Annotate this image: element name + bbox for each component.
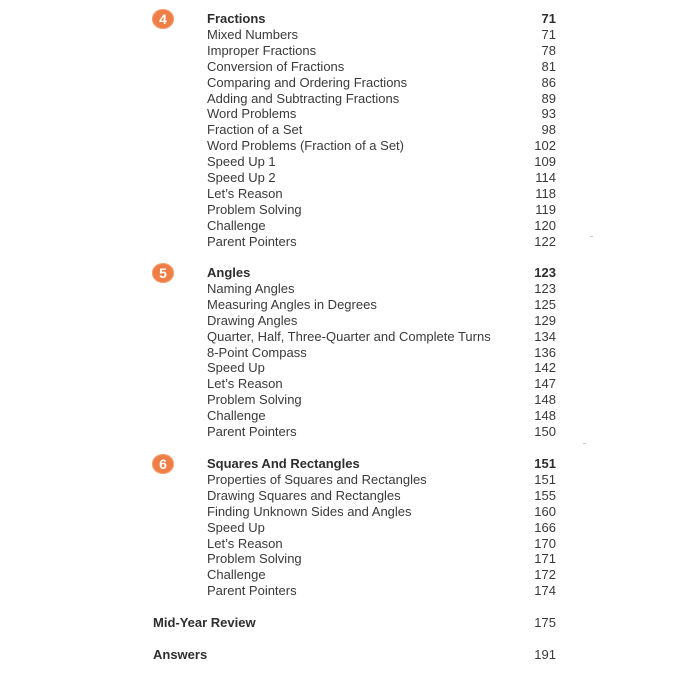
toc-entry[interactable] [207, 360, 556, 376]
toc-entry[interactable] [207, 424, 556, 440]
toc-entry-title: Challenge [207, 217, 266, 233]
toc-entry-page: 123 [534, 280, 556, 296]
toc-entry-title: Adding and Subtracting Fractions [207, 90, 400, 106]
toc-entry-page: 171 [534, 551, 556, 567]
toc-entry[interactable] [207, 138, 556, 154]
toc-entry[interactable] [207, 520, 556, 536]
chapter-heading[interactable] [207, 456, 556, 472]
toc-entry[interactable] [207, 186, 556, 202]
chapter-number-badge: 4 [152, 9, 174, 29]
toc-entry-page: 98 [541, 122, 556, 138]
chapter-page-number: 151 [534, 456, 556, 471]
toc-entry-page: 142 [534, 360, 556, 376]
chapter-heading[interactable] [207, 11, 556, 27]
section-page-number: 191 [534, 647, 556, 662]
toc-entry-page: 148 [534, 408, 556, 424]
toc-entry[interactable] [207, 202, 556, 218]
toc-entry-page: 120 [534, 217, 556, 233]
scan-speck [583, 443, 586, 444]
toc-entry-page: 93 [541, 106, 556, 122]
toc-entry-page: 134 [534, 328, 556, 344]
toc-entry-title: Speed Up [207, 360, 265, 376]
section-title: Answers [153, 647, 208, 662]
toc-entry-title: Problem Solving [207, 551, 302, 567]
toc-entry[interactable] [207, 234, 556, 250]
toc-entry-title: Speed Up [207, 519, 265, 535]
toc-entry-page: 119 [535, 201, 556, 217]
toc-entry-title: Drawing Squares and Rectangles [207, 487, 401, 503]
toc-entry[interactable] [207, 106, 556, 122]
toc-entry-page: 89 [541, 90, 556, 106]
toc-entry-page: 118 [535, 185, 556, 201]
toc-entry-title: Measuring Angles in Degrees [207, 296, 377, 312]
section-page-number: 175 [534, 615, 556, 630]
toc-entry-page: 172 [534, 567, 556, 583]
toc-entry-page: 81 [541, 58, 556, 74]
toc-entry-page: 136 [534, 344, 556, 360]
toc-entry-title: Word Problems [207, 106, 297, 122]
toc-entry[interactable] [207, 536, 556, 552]
toc-entry-page: 151 [534, 471, 556, 487]
toc-entry[interactable] [207, 345, 556, 361]
toc-entry-title: Parent Pointers [207, 583, 297, 599]
toc-entry[interactable] [207, 329, 556, 345]
toc-entry[interactable] [207, 154, 556, 170]
chapter-page-number: 71 [541, 11, 556, 26]
toc-entry[interactable] [207, 504, 556, 520]
chapter-title: Fractions [207, 11, 266, 26]
toc-entry-title: Parent Pointers [207, 233, 297, 249]
toc-entry-title: Properties of Squares and Rectangles [207, 471, 427, 487]
toc-entry-title: Comparing and Ordering Fractions [207, 74, 408, 90]
toc-entry-title: Quarter, Half, Three-Quarter and Complete Turns [207, 328, 491, 344]
toc-entry-page: 148 [534, 392, 556, 408]
toc-entry-title: Fraction of a Set [207, 122, 303, 138]
chapter-title: Angles [207, 265, 251, 280]
toc-entry-title: Finding Unknown Sides and Angles [207, 503, 412, 519]
toc-entry[interactable] [207, 488, 556, 504]
toc-entry-title: Naming Angles [207, 280, 295, 296]
toc-section[interactable] [153, 615, 556, 631]
section-title: Mid-Year Review [153, 615, 256, 630]
toc-entry-title: Challenge [207, 567, 266, 583]
toc-entry-page: 78 [541, 42, 556, 58]
toc-entry-title: 8-Point Compass [207, 344, 307, 360]
toc-entry[interactable] [207, 313, 556, 329]
toc-section[interactable] [153, 647, 556, 663]
toc-entry[interactable] [207, 218, 556, 234]
toc-entry[interactable] [207, 376, 556, 392]
toc-entry-title: Word Problems (Fraction of a Set) [207, 138, 404, 154]
toc-entry[interactable] [207, 472, 556, 488]
toc-entry[interactable] [207, 408, 556, 424]
toc-entry-title: Improper Fractions [207, 42, 317, 58]
toc-entry-page: 122 [534, 233, 556, 249]
toc-entry-page: 166 [534, 519, 556, 535]
toc-entry-title: Problem Solving [207, 392, 302, 408]
toc-entry[interactable] [207, 551, 556, 567]
toc-entry-title: Problem Solving [207, 201, 302, 217]
toc-entry-title: Drawing Angles [207, 312, 298, 328]
toc-entry-page: 71 [541, 26, 556, 42]
toc-entry-page: 129 [534, 312, 556, 328]
chapter-title: Squares And Rectangles [207, 456, 360, 471]
toc-entry-title: Let’s Reason [207, 376, 283, 392]
scan-speck [590, 236, 593, 237]
toc-entry[interactable] [207, 27, 556, 43]
toc-entry[interactable] [207, 567, 556, 583]
toc-entry-page: 114 [535, 170, 556, 185]
toc-entry-page: 155 [534, 487, 556, 503]
toc-entry[interactable] [207, 297, 556, 313]
toc-entry-page: 160 [534, 503, 556, 519]
toc-entry-page: 86 [541, 74, 556, 90]
toc-entry-page: 125 [534, 296, 556, 312]
toc-entry[interactable] [207, 122, 556, 138]
toc-entry-page: 170 [534, 535, 556, 551]
toc-entry-title: Speed Up 1 [207, 154, 276, 170]
toc-entry-title: Challenge [207, 408, 266, 424]
toc-entry-page: 109 [534, 154, 556, 170]
toc-entry[interactable] [207, 170, 556, 186]
toc-entry-title: Let’s Reason [207, 185, 283, 201]
toc-entry-page: 102 [534, 138, 556, 154]
toc-entry[interactable] [207, 281, 556, 297]
toc-entry-title: Speed Up 2 [207, 170, 276, 185]
toc-entry[interactable] [207, 59, 556, 75]
toc-entry-page: 150 [534, 424, 556, 439]
toc-entry-page: 147 [534, 376, 556, 392]
toc-entry-title: Let’s Reason [207, 535, 283, 551]
toc-entry[interactable] [207, 392, 556, 408]
toc-entry[interactable] [207, 583, 556, 599]
toc-entry[interactable] [207, 43, 556, 59]
chapter-number-badge: 5 [152, 263, 174, 283]
toc-entry-title: Parent Pointers [207, 424, 297, 439]
toc-entry-title: Mixed Numbers [207, 26, 299, 42]
toc-entry[interactable] [207, 91, 556, 107]
chapter-number-badge: 6 [152, 454, 174, 474]
chapter-heading[interactable] [207, 265, 556, 281]
chapter-page-number: 123 [534, 265, 556, 280]
toc-entry[interactable] [207, 75, 556, 91]
toc-entry-title: Conversion of Fractions [207, 58, 345, 74]
toc-entry-page: 174 [534, 583, 556, 599]
